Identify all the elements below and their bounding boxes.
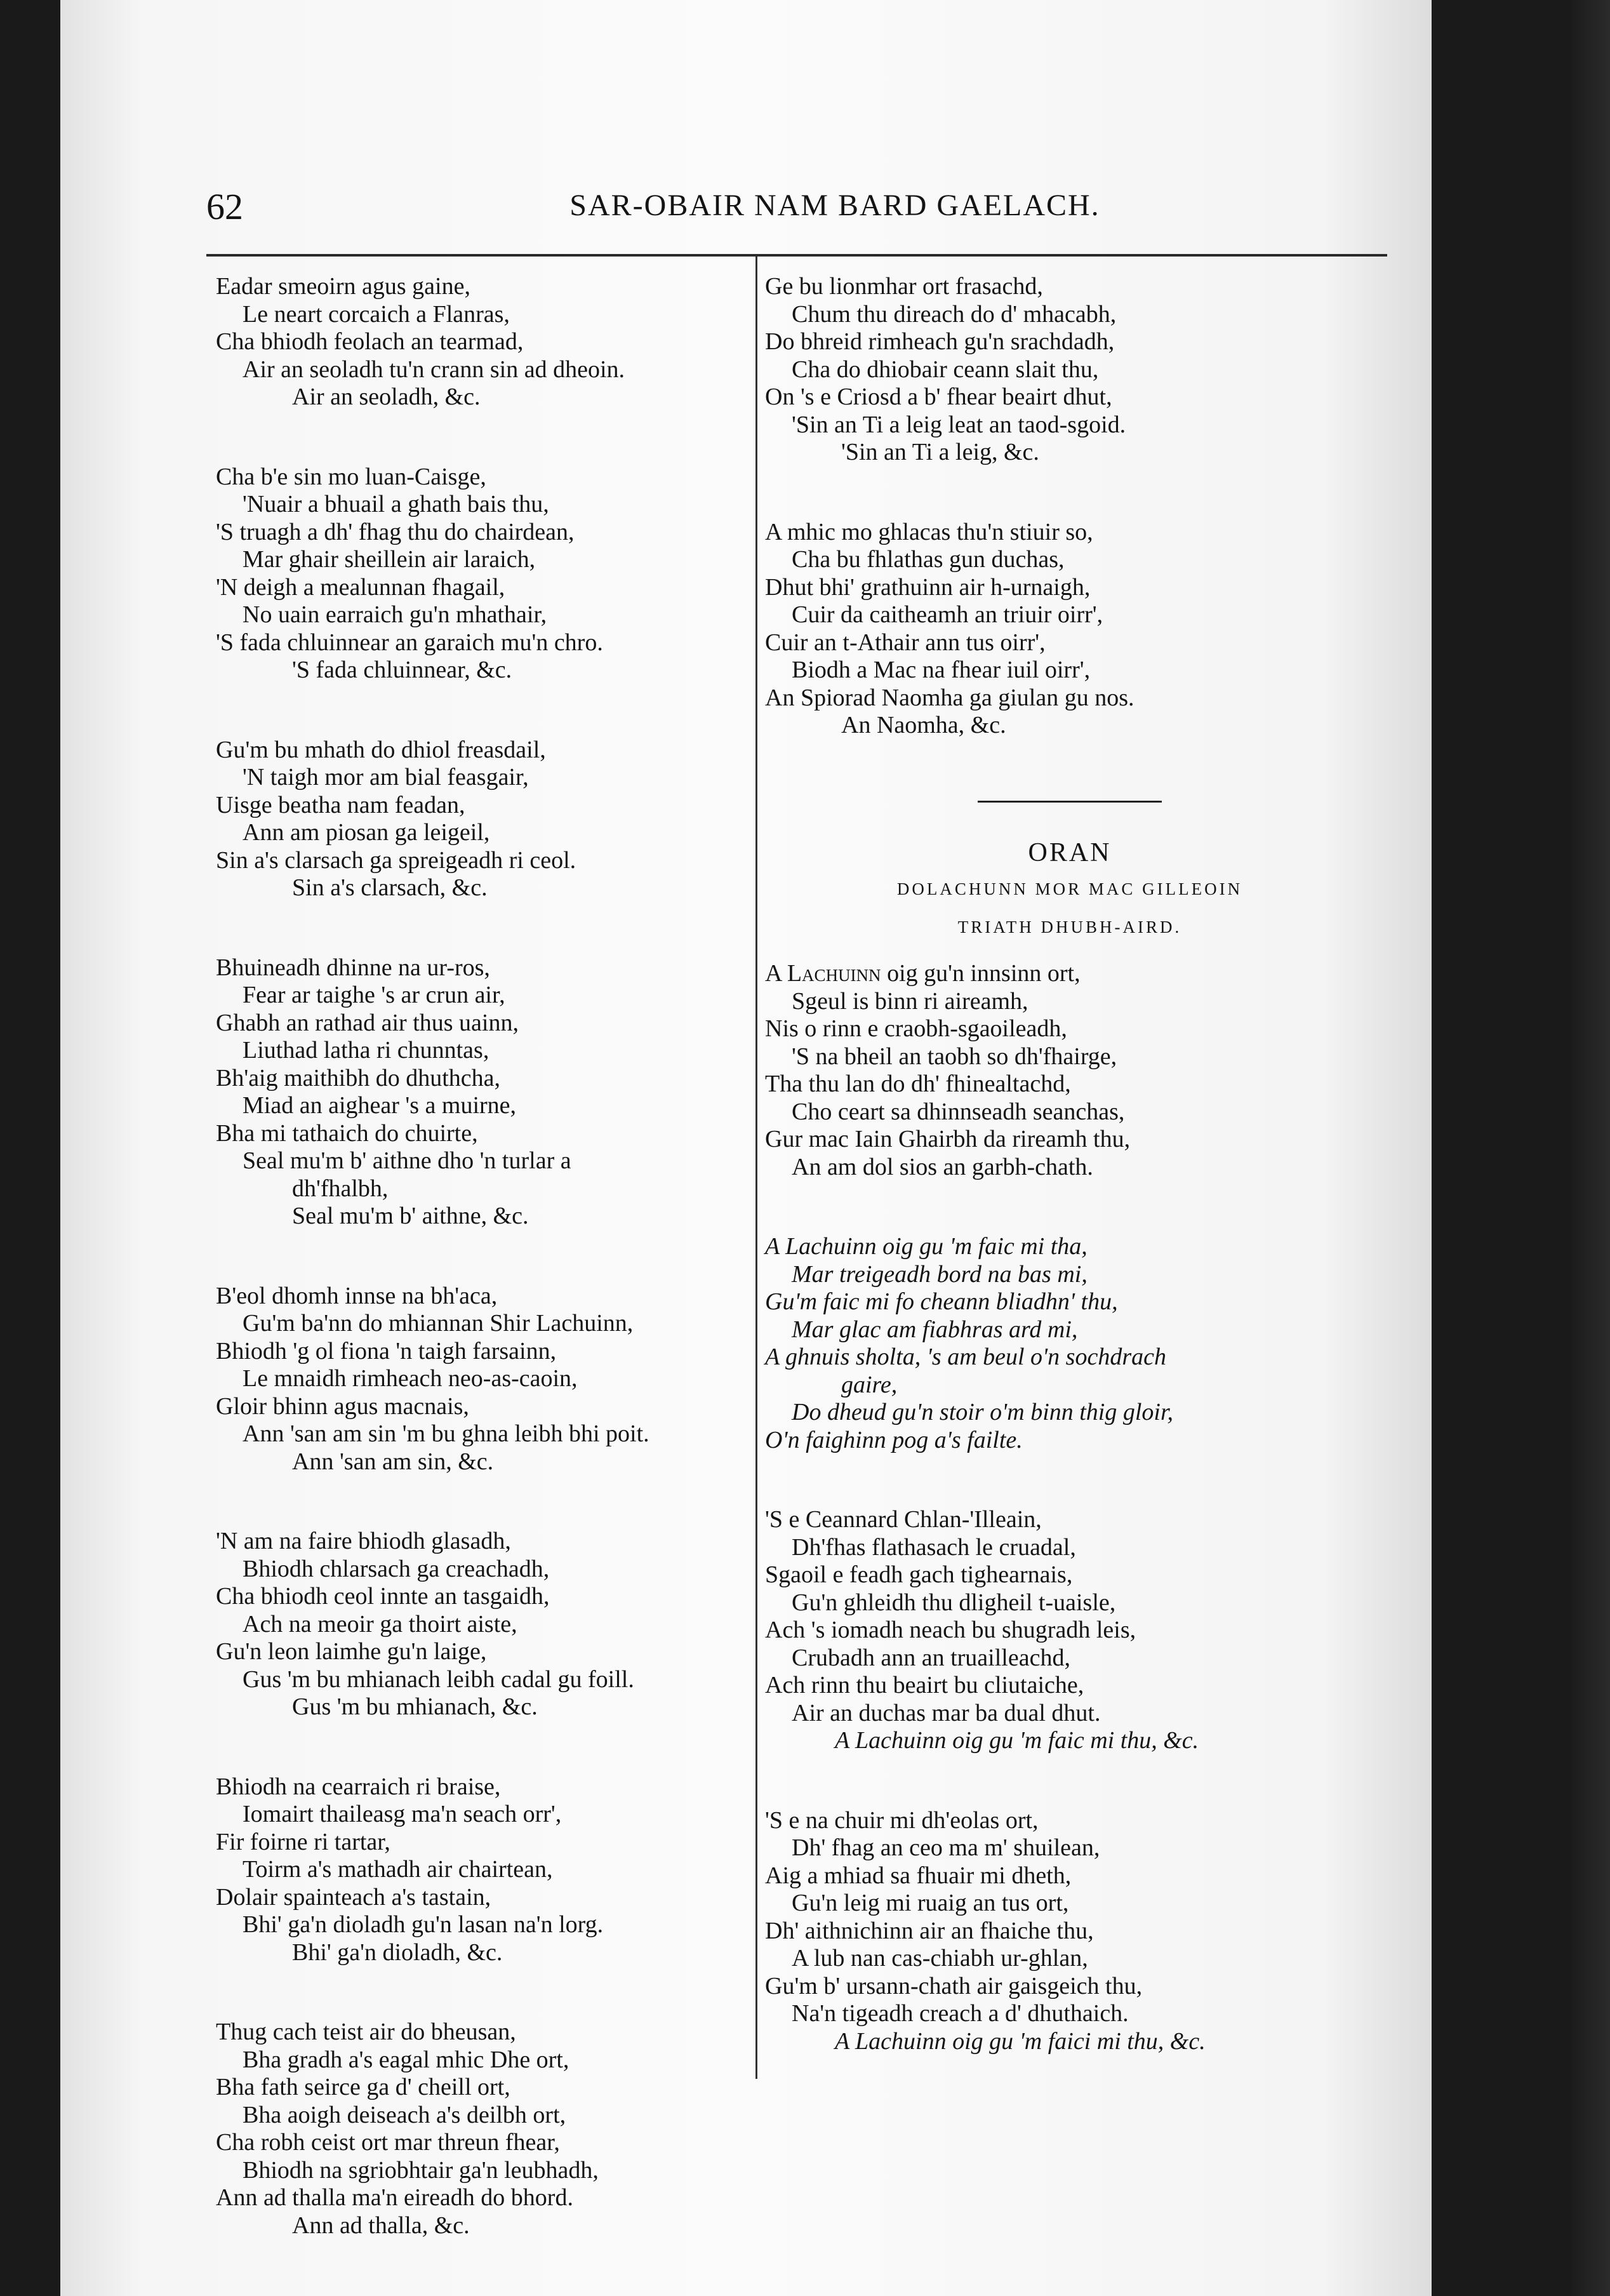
stanza [216,1528,749,1721]
poem-line: Tha thu lan do dh' fhinealtachd, [765,1071,1071,1097]
poem-line: Sin a's clarsach ga spreigeadh ri ceol. [216,846,576,874]
poem-line: Mar treigeadh bord na bas mi, [792,1260,1088,1288]
stanza [216,464,749,684]
poem-line: Fear ar taighe 's ar crun air, [243,982,505,1008]
poem-line: Do bhreid rimheach gu'n srachdadh, [765,328,1115,355]
stanza [216,1773,749,1967]
column-divider [755,257,757,2079]
poem-line: Le mnaidh rimheach neo-as-caoin, [243,1365,578,1392]
poem-line: Ge bu lionmhar ort frasachd, [765,273,1043,300]
page-header [60,184,1432,235]
poem-line: Air an seoladh, &c. [292,384,481,410]
poem-line: Bhiodh chlarsach ga creachadh, [243,1555,550,1582]
poem-line: Sin a's clarsach, &c. [292,874,488,901]
stanza [765,1807,1374,2056]
poem-line: An Spiorad Naomha ga giulan gu nos. [765,684,1134,711]
poem-line: Bha mi tathaich do chuirte, [216,1119,478,1147]
right-column [765,273,1374,2055]
poem-line: Gu'm b' ursann-chath air gaisgeich thu, [765,1972,1143,1999]
poem-line: Na'n tigeadh creach a d' dhuthaich. [792,2000,1129,2027]
poem-line: Ach rinn thu beairt bu cliutaiche, [765,1672,1084,1699]
scan-border [1572,0,1610,2296]
stanza [216,737,749,902]
poem-line: Dh' aithnichinn air an fhaiche thu, [765,1917,1094,1944]
running-title: SAR-OBAIR NAM BARD GAELACH. [569,189,1100,222]
poem-line: Air an seoladh tu'n crann sin ad dheoin. [243,356,625,383]
poem-line: Bha fath seirce ga d' cheill ort, [216,2074,510,2100]
poem-line: A lub nan cas-chiabh ur-ghlan, [792,1945,1088,1972]
song-subtitle-2: TRIATH DHUBH-AIRD. [957,917,1182,937]
poem-line: Cuir da caitheamh an triuir oirr', [792,601,1103,628]
poem-line: Sgeul is binn ri aireamh, [792,987,1028,1015]
poem-line: 'S e Ceannard Chlan-'Illeain, [765,1506,1042,1533]
poem-line: Ann ad thalla, &c. [292,2212,470,2239]
song-title: ORAN [1028,838,1112,867]
first-stanza [765,988,1374,1182]
poem-line: 'N taigh mor am bial feasgair, [243,764,529,791]
poem-line: 'S e na chuir mi dh'eolas ort, [765,1806,1039,1834]
stanza [216,2019,749,2239]
poem-line: A ghnuis sholta, 's am beul o'n sochdrach [765,1344,1166,1370]
poem-line: Gur mac Iain Ghairbh da rireamh thu, [765,1126,1131,1152]
page-number: 62 [206,186,243,227]
poem-line: 'N am na faire bhiodh glasadh, [216,1528,511,1554]
stanza [216,273,749,411]
poem-line: Mar glac am fiabhras ard mi, [792,1316,1078,1343]
poem-line: 'Sin an Ti a leig, &c. [841,439,1039,465]
poem-line: No uain earraich gu'n mhathair, [243,601,547,628]
poem-line: Liuthad latha ri chunntas, [243,1037,489,1064]
left-column [216,273,749,2239]
poem-line: Ghabh an rathad air thus uainn, [216,1009,519,1036]
poem-line: Gu'n ghleidh thu dligheil t-uaisle, [792,1589,1116,1616]
poem-line: Seal mu'm b' aithne dho 'n turlar a [243,1147,571,1174]
poem-line: Le neart corcaich a Flanras, [243,300,510,328]
poem-line: Gu'n leig mi ruaig an tus ort, [792,1890,1069,1916]
poem-line: 'S na bheil an taobh so dh'fhairge, [792,1043,1117,1070]
poem-line: 'Nuair a bhuail a ghath bais thu, [243,491,549,517]
poem-line: A mhic mo ghlacas thu'n stiuir so, [765,518,1093,545]
poem-line: Gu'm faic mi fo cheann bliadhn' thu, [765,1288,1118,1315]
poem-line: Do dheud gu'n stoir o'm binn thig gloir, [792,1399,1174,1425]
poem-line: Ann am piosan ga leigeil, [243,819,490,846]
poem-line: Dhut bhi' grathuinn air h-urnaigh, [765,573,1091,601]
poem-line: Mar ghair sheillein air laraich, [243,546,536,573]
poem-line: Air an duchas mar ba dual dhut. [792,1699,1101,1726]
poem-line: Bha gradh a's eagal mhic Dhe ort, [243,2046,569,2073]
poem-line: Cha bhiodh feolach an tearmad, [216,328,524,355]
poem-line: A Lachuinn oig gu 'm faic mi thu, &c. [835,1727,1199,1754]
poem-line: 'N deigh a mealunnan fhagail, [216,573,505,601]
stanza [216,1283,749,1476]
stanzas-after [765,1506,1374,2055]
poem-line: Bhiodh na cearraich ri braise, [216,1773,501,1800]
poem-line: Chum thu direach do d' mhacabh, [792,300,1117,328]
stanza [765,519,1374,740]
poem-line: dh'fhalbh, [292,1175,389,1202]
poem-line: On 's e Criosd a b' fhear beairt dhut, [765,384,1112,410]
poem-line: Bhi' ga'n dioladh gu'n lasan na'n lorg. [243,1911,604,1938]
poem-line: Dh' fhag an ceo ma m' shuilean, [792,1834,1100,1861]
poem-line: Iomairt thaileasg ma'n seach orr', [243,1801,562,1827]
poem-line: Gu'm bu mhath do dhiol freasdail, [216,736,546,763]
poem-line: Toirm a's mathadh air chairtean, [243,1856,553,1883]
poem-line: 'S truagh a dh' fhag thu do chairdean, [216,518,575,545]
poem-line: Ach 's iomadh neach bu shugradh leis, [765,1617,1136,1643]
poem-line: Bhi' ga'n dioladh, &c. [292,1939,503,1966]
song-subtitle: DOLACHUNN MOR MAC GILLEOIN [896,879,1243,898]
poem-line: Cha bu fhlathas gun duchas, [792,546,1065,573]
poem-line: Cho ceart sa dhinnseadh seanchas, [792,1098,1125,1125]
poem-line: Cha robh ceist ort mar threun fhear, [216,2129,560,2156]
poem-line: Ach na meoir ga thoirt aiste, [243,1610,517,1638]
poem-line: Fir foirne ri tartar, [216,1828,390,1855]
poem-line: O'n faighinn pog a's failte. [765,1426,1023,1453]
poem-line: Ann 'san am sin, &c. [292,1448,494,1475]
poem-line: Bhiodh 'g ol fiona 'n taigh farsainn, [216,1337,557,1365]
poem-line: A Lachuinn oig gu 'm faic mi tha, [765,1233,1088,1260]
poem-line: 'S fada chluinnear, &c. [292,657,512,683]
book-page [60,0,1432,2296]
poem-line: Ann 'san am sin 'm bu ghna leibh bhi poit. [243,1420,649,1447]
stanzas-before-heading [765,273,1374,740]
poem-line: 'S fada chluinnear an garaich mu'n chro. [216,629,603,656]
poem-line: Sgaoil e feadh gach tighearnais, [765,1561,1073,1588]
poem-line: Miad an aighear 's a muirne, [243,1092,517,1119]
poem-line: Dolair spainteach a's tastain, [216,1883,491,1911]
poem-line: 'Sin an Ti a leig leat an taod-sgoid. [792,411,1126,438]
poem-line: Gus 'm bu mhianach leibh cadal gu foill. [243,1665,634,1693]
poem-line: An Naomha, &c. [841,712,1006,738]
poem-line: Gus 'm bu mhianach, &c. [292,1693,538,1720]
dropcap-word: A Lachuinn [765,960,881,987]
poem-line: An am dol sios an garbh-chath. [792,1153,1093,1180]
first-line-text: oig gu'n innsinn ort, [881,960,1081,987]
poem-line: A Lachuinn oig gu 'm faici mi thu, &c. [835,2027,1206,2055]
poem-line: Cha bhiodh ceol innte an tasgaidh, [216,1583,550,1610]
poem-line: Thug cach teist air do bheusan, [216,2019,516,2045]
poem-line: Bh'aig maithibh do dhuthcha, [216,1064,501,1091]
poem-line: Cuir an t-Athair ann tus oirr', [765,629,1046,656]
chorus [765,1233,1374,1454]
poem-line: Biodh a Mac na fhear iuil oirr', [792,657,1091,683]
poem-line: Bha aoigh deiseach a's deilbh ort, [243,2101,566,2128]
poem-line: gaire, [841,1371,898,1398]
poem-line: Eadar smeoirn agus gaine, [216,273,470,300]
poem-line: Gu'm ba'nn do mhiannan Shir Lachuinn, [243,1310,634,1337]
stanza [216,954,749,1231]
poem-line: Cha do dhiobair ceann slait thu, [792,356,1099,383]
poem-line: Bhiodh na sgriobhtair ga'n leubhadh, [243,2156,599,2184]
spacer [765,740,1374,801]
poem-line [765,960,1374,988]
stanza [765,273,1374,467]
poem-line: Ann ad thalla ma'n eireadh do bhord. [216,2184,573,2211]
poem-line: Dh'fhas flathasach le cruadal, [792,1533,1076,1561]
header-rule [206,254,1387,257]
poem-line: B'eol dhomh innse na bh'aca, [216,1282,498,1309]
poem-line: Gloir bhinn agus macnais, [216,1392,469,1420]
poem-line: Uisge beatha nam feadan, [216,791,465,818]
poem-line: Gu'n leon laimhe gu'n laige, [216,1638,487,1665]
poem-line: Seal mu'm b' aithne, &c. [292,1203,529,1229]
poem-line: Nis o rinn e craobh-sgaoileadh, [765,1015,1067,1042]
poem-line: Bhuineadh dhinne na ur-ros, [216,954,490,981]
stanza [765,1506,1374,1755]
poem-line: Crubadh ann an truailleachd, [792,1644,1070,1671]
poem-line: Cha b'e sin mo luan-Caisge, [216,463,486,490]
poem-line: Aig a mhiad sa fhuair mi dheth, [765,1862,1072,1889]
